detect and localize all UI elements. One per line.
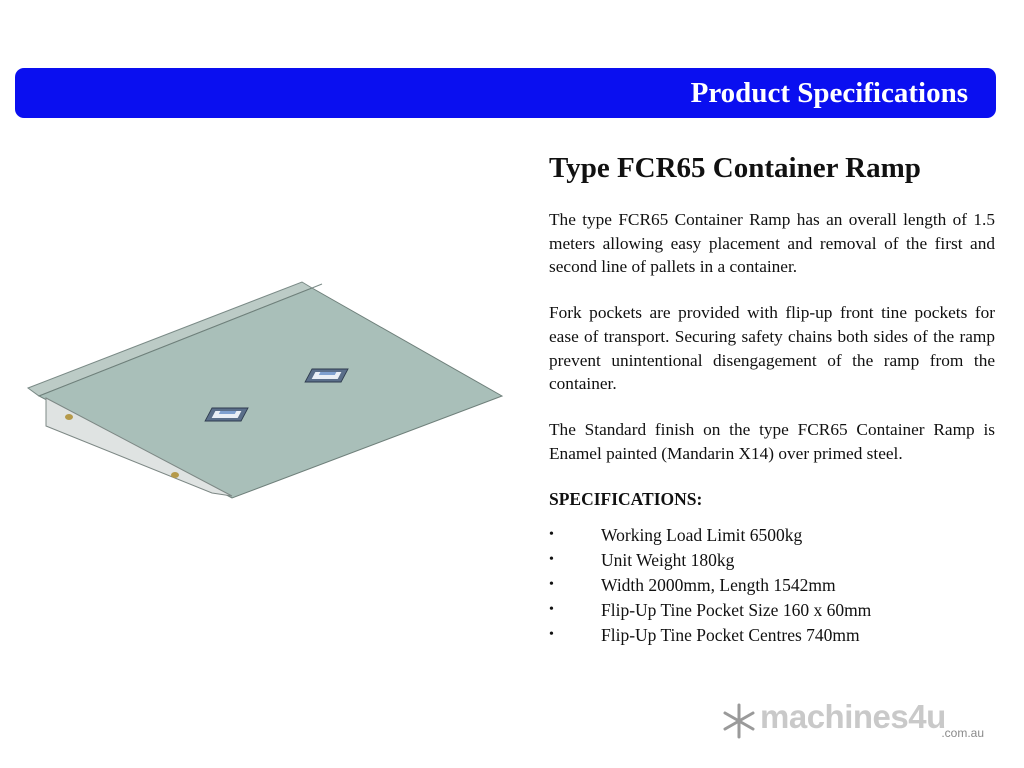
watermark-brand: machines4u bbox=[760, 698, 946, 735]
tine-pocket bbox=[305, 369, 348, 382]
specifications-list bbox=[549, 523, 995, 647]
description-paragraph: The type FCR65 Container Ramp has an overall length of 1.5 meters allowing easy placement and removal of the first and second line of pallets in a container. bbox=[549, 210, 995, 277]
spec-item bbox=[549, 598, 995, 623]
snowflake-logo-icon bbox=[722, 702, 756, 740]
bullet-icon: • bbox=[549, 552, 554, 568]
spec-text: Width 2000mm, Length 1542mm bbox=[601, 574, 836, 595]
chain-bolt bbox=[65, 414, 73, 420]
specifications-heading: SPECIFICATIONS: bbox=[549, 489, 703, 510]
spec-text: Working Load Limit 6500kg bbox=[601, 525, 803, 546]
chain-bolt bbox=[171, 472, 179, 478]
banner-title: Product Specifications bbox=[690, 77, 968, 109]
description-paragraph: Fork pockets are provided with flip-up front tine pockets for ease of transport. Securing safety chains both sides of the ramp prevent unintentional disengagement of the ramp from the container. bbox=[549, 303, 995, 394]
product-description bbox=[549, 150, 995, 647]
watermark-domain: .com.au bbox=[941, 726, 984, 740]
machines4u-watermark bbox=[722, 700, 992, 744]
product-title: Type FCR65 Container Ramp bbox=[549, 152, 921, 184]
spec-item bbox=[549, 623, 995, 648]
bullet-icon: • bbox=[549, 527, 554, 543]
container-ramp-illustration bbox=[22, 278, 506, 503]
tine-pocket bbox=[205, 408, 248, 421]
spec-item bbox=[549, 548, 995, 573]
spec-text: Unit Weight 180kg bbox=[601, 550, 735, 571]
ramp-deck bbox=[39, 288, 502, 498]
spec-item bbox=[549, 573, 995, 598]
description-paragraph: The Standard finish on the type FCR65 Container Ramp is Enamel painted (Mandarin X14) over primed steel. bbox=[549, 419, 995, 463]
spec-text: Flip-Up Tine Pocket Size 160 x 60mm bbox=[601, 599, 872, 620]
header-banner bbox=[15, 68, 996, 118]
bullet-icon: • bbox=[549, 601, 554, 617]
bullet-icon: • bbox=[549, 576, 554, 592]
spec-item bbox=[549, 523, 995, 548]
spec-text: Flip-Up Tine Pocket Centres 740mm bbox=[601, 624, 860, 645]
bullet-icon: • bbox=[549, 626, 554, 642]
